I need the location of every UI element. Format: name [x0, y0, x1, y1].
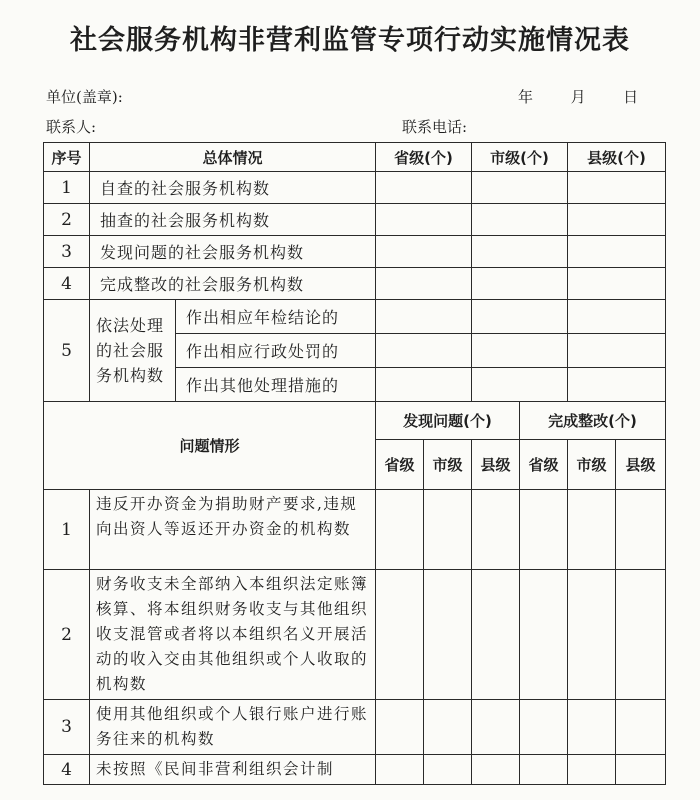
cell-found-county[interactable]: [472, 700, 520, 755]
row-group-label: 依法处理的社会服务机构数: [90, 300, 176, 402]
cell-fixed-city[interactable]: [568, 755, 616, 785]
cell-province[interactable]: [376, 172, 472, 204]
row-number: 3: [44, 700, 90, 755]
table-row: [44, 700, 666, 755]
contact-label: 联系人:: [46, 118, 97, 136]
level-county: 县级: [616, 440, 666, 490]
table2-header-row: [44, 402, 666, 440]
cell-fixed-city[interactable]: [568, 490, 616, 570]
cell-fixed-city[interactable]: [568, 700, 616, 755]
cell-city[interactable]: [472, 268, 568, 300]
cell-city[interactable]: [472, 300, 568, 334]
cell-county[interactable]: [568, 334, 666, 368]
cell-fixed-county[interactable]: [616, 570, 666, 700]
cell-county[interactable]: [568, 368, 666, 402]
row-label: 发现问题的社会服务机构数: [90, 236, 376, 268]
row-label: 抽查的社会服务机构数: [90, 204, 376, 236]
row-label: 违反开办资金为捐助财产要求,违规向出资人等返还开办资金的机构数: [90, 490, 376, 570]
row-number: 1: [44, 490, 90, 570]
table-row: [44, 490, 666, 570]
cell-fixed-province[interactable]: [520, 755, 568, 785]
level-province: 省级: [520, 440, 568, 490]
cell-found-city[interactable]: [424, 490, 472, 570]
cell-found-city[interactable]: [424, 700, 472, 755]
table-row: [44, 236, 666, 268]
level-county: 县级: [472, 440, 520, 490]
cell-found-province[interactable]: [376, 490, 424, 570]
cell-province[interactable]: [376, 268, 472, 300]
sub-row-label: 作出相应年检结论的: [176, 300, 376, 334]
problem-situation-header: 问题情形: [44, 402, 376, 490]
row-number: 3: [44, 236, 90, 268]
found-problems-header: 发现问题(个): [376, 402, 520, 440]
row-number: 5: [44, 300, 90, 402]
rectified-header: 完成整改(个): [520, 402, 666, 440]
cell-found-city[interactable]: [424, 755, 472, 785]
date-day: 日: [623, 88, 639, 106]
cell-found-province[interactable]: [376, 570, 424, 700]
cell-province[interactable]: [376, 368, 472, 402]
date-month: 月: [570, 88, 586, 106]
cell-fixed-province[interactable]: [520, 700, 568, 755]
cell-found-city[interactable]: [424, 570, 472, 700]
cell-fixed-city[interactable]: [568, 570, 616, 700]
row-label: 自查的社会服务机构数: [90, 172, 376, 204]
implementation-table: [43, 142, 666, 785]
header-city: 市级(个): [472, 143, 568, 172]
row-number: 2: [44, 570, 90, 700]
date-year: 年: [518, 88, 534, 106]
cell-fixed-county[interactable]: [616, 490, 666, 570]
row-number: 4: [44, 268, 90, 300]
cell-county[interactable]: [568, 300, 666, 334]
header-no: 序号: [44, 143, 90, 172]
cell-county[interactable]: [568, 236, 666, 268]
cell-fixed-province[interactable]: [520, 570, 568, 700]
table-row: [44, 755, 666, 785]
table-row: [44, 268, 666, 300]
cell-county[interactable]: [568, 204, 666, 236]
table-row: [44, 300, 666, 334]
cell-province[interactable]: [376, 204, 472, 236]
level-city: 市级: [424, 440, 472, 490]
row-label: 财务收支未全部纳入本组织法定账簿核算、将本组织财务收支与其他组织收支混管或者将以本组织名义开展活动的收入交由其他组织或个人收取的机构数: [90, 570, 376, 700]
cell-city[interactable]: [472, 172, 568, 204]
cell-found-county[interactable]: [472, 490, 520, 570]
header-overall: 总体情况: [90, 143, 376, 172]
cell-found-county[interactable]: [472, 570, 520, 700]
row-number: 2: [44, 204, 90, 236]
row-number: 4: [44, 755, 90, 785]
table-row: [44, 570, 666, 700]
cell-county[interactable]: [568, 268, 666, 300]
cell-found-province[interactable]: [376, 700, 424, 755]
cell-city[interactable]: [472, 334, 568, 368]
table-row: [44, 204, 666, 236]
cell-found-province[interactable]: [376, 755, 424, 785]
date-field: [518, 86, 638, 107]
cell-found-county[interactable]: [472, 755, 520, 785]
cell-province[interactable]: [376, 300, 472, 334]
sub-row-label: 作出其他处理措施的: [176, 368, 376, 402]
cell-province[interactable]: [376, 236, 472, 268]
cell-city[interactable]: [472, 368, 568, 402]
cell-county[interactable]: [568, 172, 666, 204]
row-label: 未按照《民间非营利组织会计制: [90, 755, 376, 785]
page-title: 社会服务机构非营利监管专项行动实施情况表: [70, 25, 630, 56]
cell-province[interactable]: [376, 334, 472, 368]
cell-city[interactable]: [472, 236, 568, 268]
row-label: 完成整改的社会服务机构数: [90, 268, 376, 300]
header-province: 省级(个): [376, 143, 472, 172]
header-county: 县级(个): [568, 143, 666, 172]
cell-fixed-county[interactable]: [616, 755, 666, 785]
level-province: 省级: [376, 440, 424, 490]
table1-header-row: [44, 143, 666, 172]
row-number: 1: [44, 172, 90, 204]
cell-fixed-province[interactable]: [520, 490, 568, 570]
unit-label: 单位(盖章):: [46, 88, 123, 106]
phone-label: 联系电话:: [402, 118, 468, 136]
level-city: 市级: [568, 440, 616, 490]
row-label: 使用其他组织或个人银行账户进行账务往来的机构数: [90, 700, 376, 755]
table-row: [44, 172, 666, 204]
cell-fixed-county[interactable]: [616, 700, 666, 755]
sub-row-label: 作出相应行政处罚的: [176, 334, 376, 368]
cell-city[interactable]: [472, 204, 568, 236]
